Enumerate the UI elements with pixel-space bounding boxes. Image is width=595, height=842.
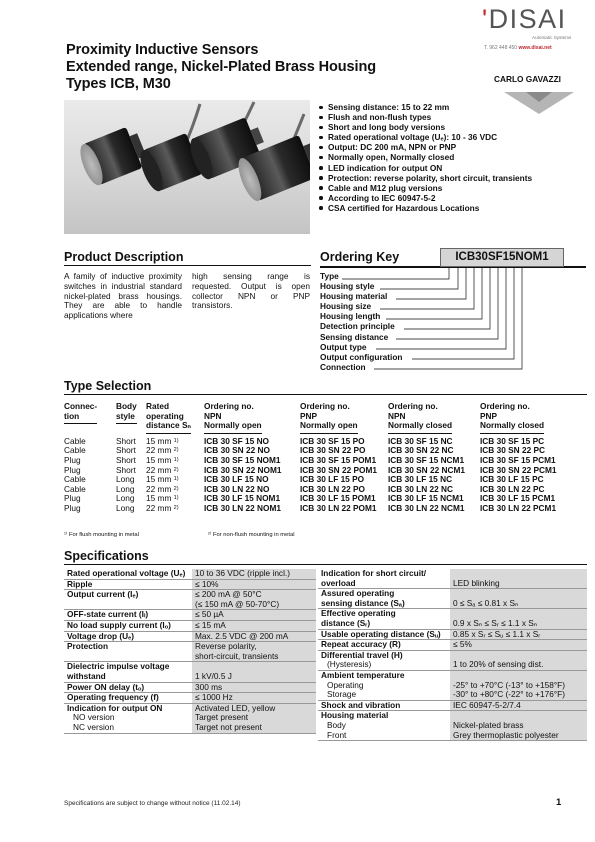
column-header: Ordering no. PNP Normally closed	[480, 402, 587, 437]
specifications-right-table	[318, 569, 587, 741]
spec-row	[318, 629, 587, 640]
cell-body: Long	[116, 474, 135, 485]
disai-logo: 'DISAI	[482, 4, 567, 34]
spec-row	[64, 693, 316, 704]
product-description-col2: high sensing range is requested. Output is open collector NPN or PNP transistors.	[192, 271, 310, 311]
type-selection-heading: Type Selection	[64, 379, 587, 395]
product-description-heading: Product Description	[64, 250, 311, 266]
cell-body: Long	[116, 493, 135, 504]
cell-connection: Cable	[64, 474, 86, 485]
cell-connection: Plug	[64, 454, 81, 465]
spec-value: ≤ 5%	[450, 640, 587, 651]
cell-npn-nc: ICB 30 SF 15 NCM1	[388, 454, 465, 465]
spec-value: 300 ms	[192, 682, 316, 693]
cell-connection: Cable	[64, 483, 86, 494]
column-header: Connec- tion	[64, 402, 116, 437]
page-number: 1	[556, 797, 562, 808]
spec-row	[318, 650, 587, 670]
spec-label: Indication for output ON NO version NC version	[64, 703, 192, 733]
spec-label: Shock and vibration	[318, 700, 450, 711]
spec-sublabel: Body Front	[327, 719, 347, 740]
title-line: Extended range, Nickel-Plated Brass Housing	[66, 59, 376, 75]
spec-row	[64, 620, 316, 631]
ordering-key-label: Sensing distance	[320, 331, 389, 342]
sensors-image	[64, 100, 310, 234]
cell-distance: 15 mm $^{1)}$	[146, 474, 179, 485]
cell-connection: Plug	[64, 502, 81, 513]
spec-row	[64, 642, 316, 662]
spec-value: 1 to 20% of sensing dist.	[450, 650, 587, 670]
cell-npn-nc: ICB 30 LF 15 NCM1	[388, 493, 464, 504]
ordering-key-label: Housing style	[320, 281, 375, 292]
cell-distance: 22 mm $^{2)}$	[146, 483, 179, 494]
ordering-key-label: Output type	[320, 341, 367, 352]
column-header: Rated operating distance Sₙ	[146, 402, 204, 437]
title-line: Proximity Inductive Sensors	[66, 42, 259, 58]
feature-item: CSA certified for Hazardous Locations	[318, 203, 588, 213]
spec-row	[64, 662, 316, 682]
cell-npn-nc: ICB 30 SN 22 NC	[388, 445, 454, 456]
ordering-key-code: ICB30SF15NOM1	[440, 248, 564, 267]
spec-value: 1 kV/0.5 J	[192, 662, 316, 682]
ordering-key-label: Type	[320, 271, 339, 281]
spec-row	[318, 589, 587, 609]
cell-pnp-no: ICB 30 SN 22 PO	[300, 445, 366, 456]
cell-body: Short	[116, 464, 136, 475]
spec-sublabel: NO version NC version	[73, 712, 115, 732]
cell-npn-nc: ICB 30 LN 22 NCM1	[388, 502, 465, 513]
disai-contact: T. 962 448 450 www.disai.net	[484, 45, 552, 51]
spec-label: Housing material Body Front	[318, 711, 450, 741]
cell-pnp-no: ICB 30 LF 15 PO	[300, 474, 365, 485]
cell-pnp-no: ICB 30 LF 15 POM1	[300, 493, 376, 504]
feature-item: Sensing distance: 15 to 22 mm	[318, 102, 588, 112]
feature-item: Flush and non-flush types	[318, 112, 588, 122]
spec-label: Differential travel (H) (Hysteresis)	[318, 650, 450, 670]
cell-npn-no: ICB 30 LN 22 NOM1	[204, 502, 281, 513]
spec-value: LED blinking	[450, 569, 587, 589]
spec-row	[64, 590, 316, 610]
feature-item: Output: DC 200 mA, NPN or PNP	[318, 142, 588, 152]
column-header: Ordering no. NPN Normally open	[204, 402, 300, 437]
spec-value: 0.9 x Sₙ ≤ Sᵣ ≤ 1.1 x Sₙ	[450, 609, 587, 629]
spec-value: 0 ≤ Sₐ ≤ 0.81 x Sₙ	[450, 589, 587, 609]
spec-label: Ambient temperature Operating Storage	[318, 670, 450, 700]
disai-logo-block	[482, 4, 582, 51]
cell-connection: Cable	[64, 445, 86, 456]
spec-value: IEC 60947-5-2/7.4	[450, 700, 587, 711]
footnote-nonflush: ²⁾ For non-flush mounting in metal	[208, 532, 295, 538]
spec-label: OFF-state current (Iₗ)	[64, 610, 192, 621]
cell-npn-no: ICB 30 SF 15 NO	[204, 435, 270, 446]
cell-pnp-nc: ICB 30 LF 15 PCM1	[480, 493, 556, 504]
cell-npn-no: ICB 30 LF 15 NO	[204, 474, 269, 485]
spec-label: Operating frequency (f)	[64, 693, 192, 704]
feature-item: Normally open, Normally closed	[318, 152, 588, 162]
cell-pnp-nc: ICB 30 SF 15 PC	[480, 435, 545, 446]
product-description-col1: A family of inductive proximity switches in industrial standard nickel-plated brass housings. They are able to handle applications where	[64, 271, 182, 321]
spec-value: ≤ 50 µA	[192, 610, 316, 621]
cell-pnp-nc: ICB 30 LN 22 PCM1	[480, 502, 557, 513]
cell-pnp-no: ICB 30 SF 15 PO	[300, 435, 365, 446]
ordering-key-label: Housing material	[320, 291, 388, 302]
spec-sublabel: Operating Storage	[327, 679, 364, 700]
spec-row	[64, 631, 316, 642]
feature-item: Short and long body versions	[318, 122, 588, 132]
footnote-flush: ¹⁾ For flush mounting in metal	[64, 532, 139, 538]
disai-subtitle: Automatic Systems	[532, 35, 572, 40]
cell-connection: Plug	[64, 464, 81, 475]
table-row	[64, 504, 587, 514]
ordering-key-label: Detection principle	[320, 321, 395, 332]
footer-note: Specifications are subject to change without notice (11.02.14)	[64, 800, 241, 807]
cell-npn-no: ICB 30 SN 22 NOM1	[204, 464, 282, 475]
cell-body: Short	[116, 435, 136, 446]
cell-npn-no: ICB 30 SF 15 NOM1	[204, 454, 281, 465]
cell-pnp-nc: ICB 30 LN 22 PC	[480, 483, 545, 494]
cell-distance: 15 mm $^{1)}$	[146, 493, 179, 504]
cell-distance: 15 mm $^{1)}$	[146, 454, 179, 465]
ordering-key-label: Housing length	[320, 311, 381, 322]
product-photo	[64, 100, 310, 234]
spec-label: Rated operational voltage (Uₑ)	[64, 569, 192, 579]
spec-value: Activated LED, yellow Target present Target not present	[192, 703, 316, 733]
specifications-heading: Specifications	[64, 549, 587, 565]
spec-row	[64, 579, 316, 590]
column-header: Body style	[116, 402, 146, 437]
cell-distance: 22 mm $^{2)}$	[146, 445, 179, 456]
spec-label: Dielectric impulse voltage withstand	[64, 662, 192, 682]
cell-npn-nc: ICB 30 SF 15 NC	[388, 435, 453, 446]
spec-value: ≤ 200 mA @ 50°C (≤ 150 mA @ 50-70°C)	[192, 590, 316, 610]
cell-distance: 22 mm $^{2)}$	[146, 502, 179, 513]
cell-distance: 22 mm $^{2)}$	[146, 464, 179, 475]
cell-pnp-no: ICB 30 SN 22 POM1	[300, 464, 378, 475]
spec-value: ≤ 10%	[192, 579, 316, 590]
ordering-key-label: Housing size	[320, 301, 372, 312]
spec-label: Power ON delay (tₒ)	[64, 682, 192, 693]
spec-row	[318, 700, 587, 711]
spec-row	[318, 670, 587, 700]
spec-sublabel: (Hysteresis)	[327, 659, 372, 670]
spec-value: ≤ 15 mA	[192, 620, 316, 631]
table-header-row	[64, 402, 587, 437]
spec-value: Max. 2.5 VDC @ 200 mA	[192, 631, 316, 642]
feature-item: Protection: reverse polarity, short circuit, transients	[318, 173, 588, 183]
spec-row	[64, 682, 316, 693]
spec-label: Voltage drop (Uₑ)	[64, 631, 192, 642]
cell-distance: 15 mm $^{1)}$	[146, 435, 179, 446]
cell-pnp-no: ICB 30 LN 22 PO	[300, 483, 366, 494]
column-header: Ordering no. PNP Normally open	[300, 402, 388, 437]
cell-npn-no: ICB 30 SN 22 NO	[204, 445, 270, 456]
spec-value: Nickel-plated brass Grey thermoplastic polyester	[450, 711, 587, 741]
spec-row	[318, 711, 587, 741]
ordering-key-label: Connection	[320, 361, 366, 372]
spec-label: Ripple	[64, 579, 192, 590]
cell-npn-no: ICB 30 LF 15 NOM1	[204, 493, 281, 504]
feature-list	[318, 102, 588, 213]
cell-npn-nc: ICB 30 SN 22 NCM1	[388, 464, 466, 475]
column-header: Ordering no. NPN Normally closed	[388, 402, 480, 437]
spec-value: Reverse polarity, short-circuit, transients	[192, 642, 316, 662]
spec-label: Assured operating sensing distance (Sₐ)	[318, 589, 450, 609]
cell-pnp-nc: ICB 30 SN 22 PCM1	[480, 464, 557, 475]
cell-npn-nc: ICB 30 LF 15 NC	[388, 474, 453, 485]
spec-value: 10 to 36 VDC (ripple incl.)	[192, 569, 316, 579]
cell-pnp-nc: ICB 30 SF 15 PCM1	[480, 454, 556, 465]
ordering-key-labels	[320, 271, 403, 372]
spec-label: Repeat accuracy (R)	[318, 640, 450, 651]
cell-connection: Plug	[64, 493, 81, 504]
cell-body: Short	[116, 445, 136, 456]
type-selection-table	[64, 402, 587, 514]
spec-value: -25° to +70°C (-13° to +158°F) -30° to +80°C (-22° to +176°F)	[450, 670, 587, 700]
spec-row	[64, 569, 316, 579]
ordering-key-heading: Ordering Key	[320, 250, 400, 264]
cell-pnp-nc: ICB 30 SN 22 PC	[480, 445, 546, 456]
page-title	[66, 42, 376, 93]
cell-body: Short	[116, 454, 136, 465]
cell-pnp-no: ICB 30 SF 15 POM1	[300, 454, 377, 465]
spec-row	[64, 610, 316, 621]
feature-item: Cable and M12 plug versions	[318, 183, 588, 193]
spec-value: ≤ 1000 Hz	[192, 693, 316, 704]
title-line: Types ICB, M30	[66, 76, 171, 92]
cell-pnp-nc: ICB 30 LF 15 PC	[480, 474, 544, 485]
spec-row	[318, 640, 587, 651]
spec-label: No load supply current (Iₒ)	[64, 620, 192, 631]
spec-label: Output current (Iₑ)	[64, 590, 192, 610]
cell-connection: Cable	[64, 435, 86, 446]
cell-body: Long	[116, 502, 135, 513]
feature-item: Rated operational voltage (Uₑ): 10 - 36 VDC	[318, 132, 588, 142]
cell-body: Long	[116, 483, 135, 494]
spec-row	[64, 703, 316, 733]
feature-item: According to IEC 60947-5-2	[318, 193, 588, 203]
spec-label: Effective operating distance (Sᵣ)	[318, 609, 450, 629]
cell-npn-no: ICB 30 LN 22 NO	[204, 483, 270, 494]
cell-pnp-no: ICB 30 LN 22 POM1	[300, 502, 377, 513]
spec-value: 0.85 x Sᵣ ≤ Sᵤ ≤ 1.1 x Sᵣ	[450, 629, 587, 640]
cell-npn-nc: ICB 30 LN 22 NC	[388, 483, 454, 494]
specifications-left-table	[64, 569, 316, 734]
brand-name: CARLO GAVAZZI	[494, 74, 561, 84]
spec-label: Usable operating distance (Sᵤ)	[318, 629, 450, 640]
spec-label: Indication for short circuit/ overload	[318, 569, 450, 589]
feature-item: LED indication for output ON	[318, 163, 588, 173]
spec-row	[318, 569, 587, 589]
spec-label: Protection	[64, 642, 192, 662]
spec-row	[318, 609, 587, 629]
ordering-key-label: Output configuration	[320, 351, 403, 362]
